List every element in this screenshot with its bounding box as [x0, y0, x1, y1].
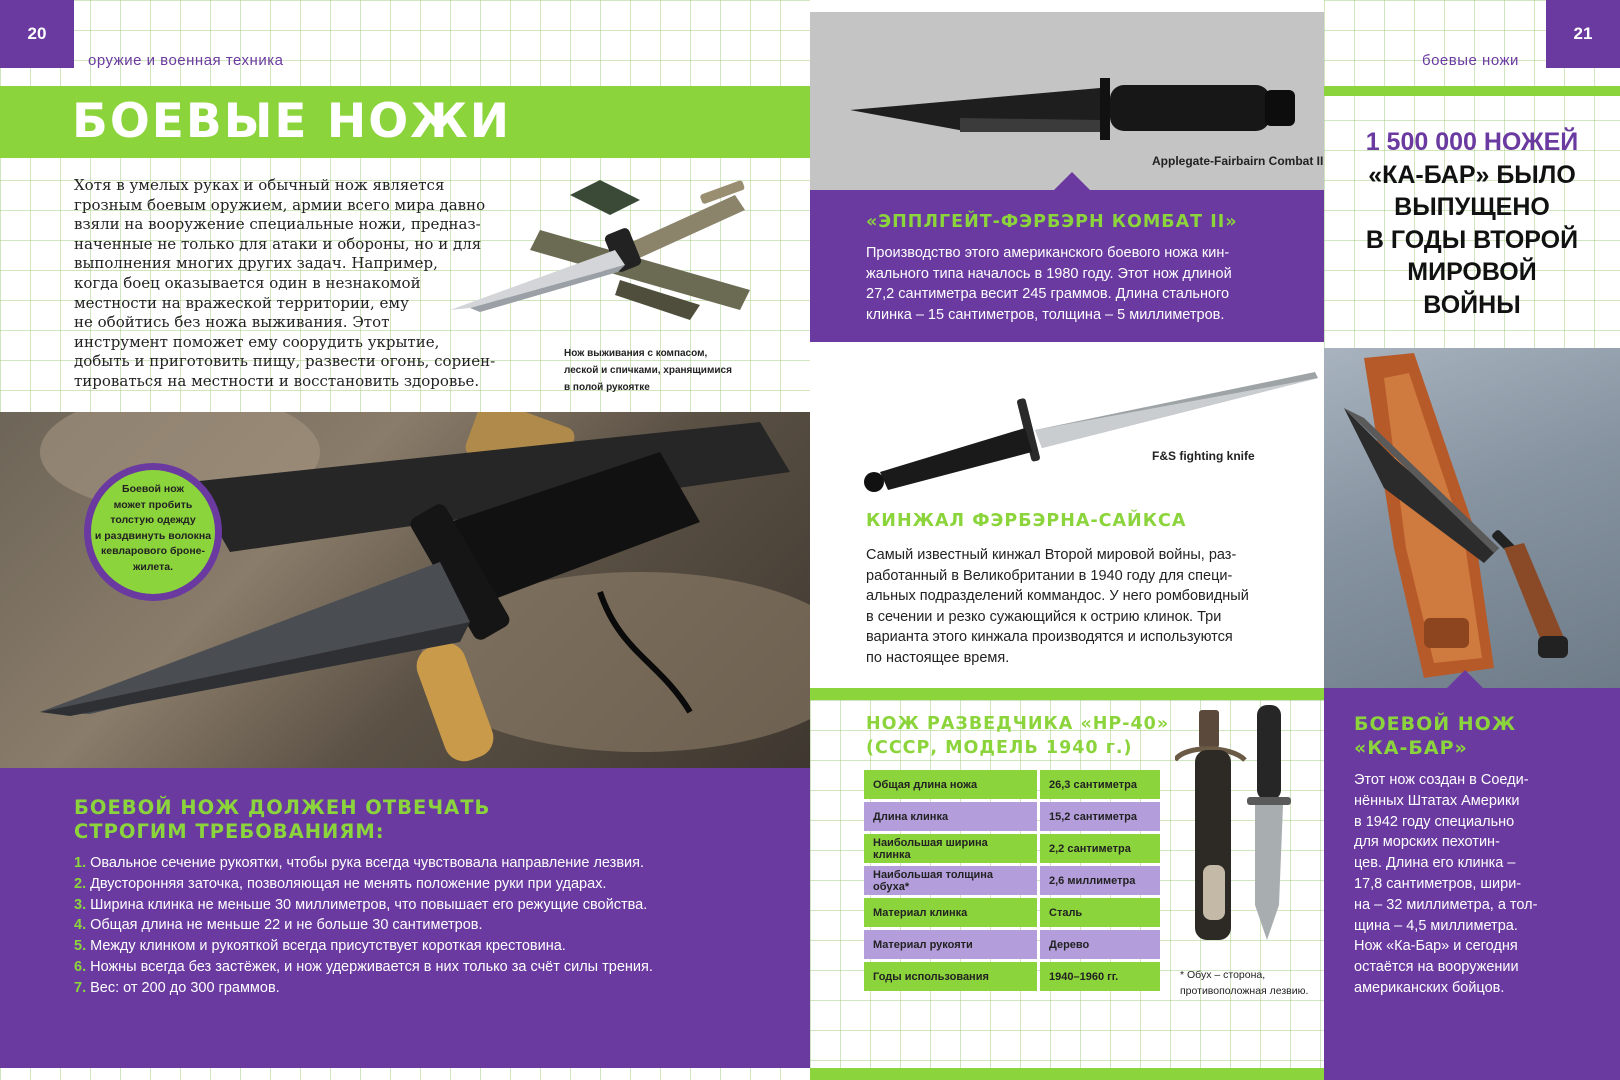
- list-item: 5. Между клинком и рукояткой всегда присутствует короткая крестовина.: [74, 938, 566, 955]
- list-item: 2. Двусторонняя заточка, позволяющая не менять положение руки при ударах.: [74, 875, 607, 892]
- table-row: Материал клинка Сталь: [864, 898, 1160, 927]
- hp40-title: НОЖ РАЗВЕДЧИКА «НР-40» (СССР, МОДЕЛЬ 1940 г.): [866, 714, 1170, 758]
- fact-text: 1 500 000 НОЖЕЙ «КА-БАР» БЫЛО ВЫПУЩЕНО В ГОДЫ ВТОРОЙ МИРОВОЙ ВОЙНЫ: [1365, 128, 1579, 319]
- requirements-list: [74, 853, 653, 999]
- applegate-caption: Applegate-Fairbairn Combat II: [1152, 154, 1324, 168]
- applegate-pointer: [1052, 172, 1092, 192]
- bubble-text: Боевой нож может пробить толстую одежду и раздвинуть волокна кевларового броне- жилета.: [94, 483, 212, 573]
- table-row: Наибольшая ширина клинка 2,2 сантиметра: [864, 834, 1160, 863]
- hp40-spec-table: [861, 767, 1163, 994]
- list-item: 4. Общая длина не меньше 22 и не больше 30 сантиметров.: [74, 917, 483, 934]
- applegate-knife-drawing: [850, 70, 1310, 160]
- survival-caption: Нож выживания с компасом, леской и спичками, хранящимися в полой рукоятке: [564, 348, 732, 393]
- page-title: БОЕВЫЕ НОЖИ: [72, 94, 512, 149]
- kabar-knife-drawing: [1324, 348, 1620, 688]
- running-title-right: боевые ножи: [1422, 52, 1519, 69]
- list-item: 7. Вес: от 200 до 300 граммов.: [74, 979, 280, 996]
- running-title-left: оружие и военная техника: [88, 52, 284, 69]
- survival-knife-image: [450, 170, 770, 335]
- requirements-title: БОЕВОЙ НОЖ ДОЛЖЕН ОТВЕЧАТЬ СТРОГИМ ТРЕБОВАНИЯМ:: [74, 796, 491, 843]
- applegate-title: «ЭППЛГЕЙТ-ФЭРБЭРН КОМБАТ II»: [866, 212, 1238, 232]
- table-row: Общая длина ножа 26,3 сантиметра: [864, 770, 1160, 799]
- table-row: Длина клинка 15,2 сантиметра: [864, 802, 1160, 831]
- table-row: Годы использования 1940–1960 гг.: [864, 962, 1160, 991]
- fs-text: Самый известный кинжал Второй мировой войны, раз- работанный в Великобритании в 1940 году для специ- альных подразделений коммандос. У него ромбовидный в сечении и резко сужающийся к острию клинок. Три варианта этого кинжала производятся и используются по настоящее время.: [866, 547, 1249, 666]
- kabar-text: Этот нож создан в Соеди- нённых Штатах Америки в 1942 году специально для морских пехотин- цев. Длина его клинка – 17,8 сантиметров, шири- на – 32 миллиметра, а тол- щина – 4,5 миллиметра. Нож «Ка-Бар» и сегодня остаётся на вооружении американских бойцов.: [1354, 772, 1538, 996]
- hp40-top-band: [810, 688, 1324, 700]
- page-number-left: 20: [0, 0, 74, 68]
- table-row: Материал рукояти Дерево: [864, 930, 1160, 959]
- applegate-text: Производство этого американского боевого ножа кин- жального типа началось в 1980 году. Этот нож длиной 27,2 сантиметра весит 245 граммов. Длина стального клинка – 15 сантиметров, толщина – 5 миллиметров.: [866, 245, 1232, 323]
- list-item: 3. Ширина клинка не меньше 30 миллиметров, что повышает его режущие свойства.: [74, 896, 648, 913]
- table-row: Наибольшая толщина обуха* 2,6 миллиметра: [864, 866, 1160, 895]
- hp40-knife-drawing: [1175, 705, 1305, 955]
- fact-band-top: [1324, 86, 1620, 96]
- list-item: 1. Овальное сечение рукоятки, чтобы рука всегда чувствовала направление лезвия.: [74, 855, 645, 871]
- intro-text: Хотя в умелых руках и обычный нож является грозным боевым оружием, армии всего мира давно взяли на вооружение специальные ножи, предназ- наченные не только для атаки и обороны, но и для выполнения многих других задач. Например, когда боец оказывается один в незнакомой местности на вражеской территории, ему не обойтись без ножа выживания. Этот инструмент поможет ему соорудить укрытие, добыть и приготовить пищу, развести огонь, сориен- тироваться на местности и восстановить здоровье.: [74, 176, 496, 390]
- fs-title: КИНЖАЛ ФЭРБЭРНА-САЙКСА: [866, 511, 1187, 531]
- list-item: 6. Ножны всегда без застёжек, и нож удерживается в них только за счёт силы трения.: [74, 958, 653, 975]
- kabar-pointer: [1445, 670, 1485, 690]
- kabar-title: БОЕВОЙ НОЖ «КА-БАР»: [1354, 713, 1517, 759]
- page-number-right: 21: [1546, 0, 1620, 68]
- hp40-bottom-band: [810, 1068, 1324, 1080]
- footnote: * Обух – сторона, противоположная лезвию.: [1180, 969, 1309, 997]
- fs-caption: F&S fighting knife: [1152, 449, 1255, 463]
- fs-knife-drawing: [860, 370, 1320, 500]
